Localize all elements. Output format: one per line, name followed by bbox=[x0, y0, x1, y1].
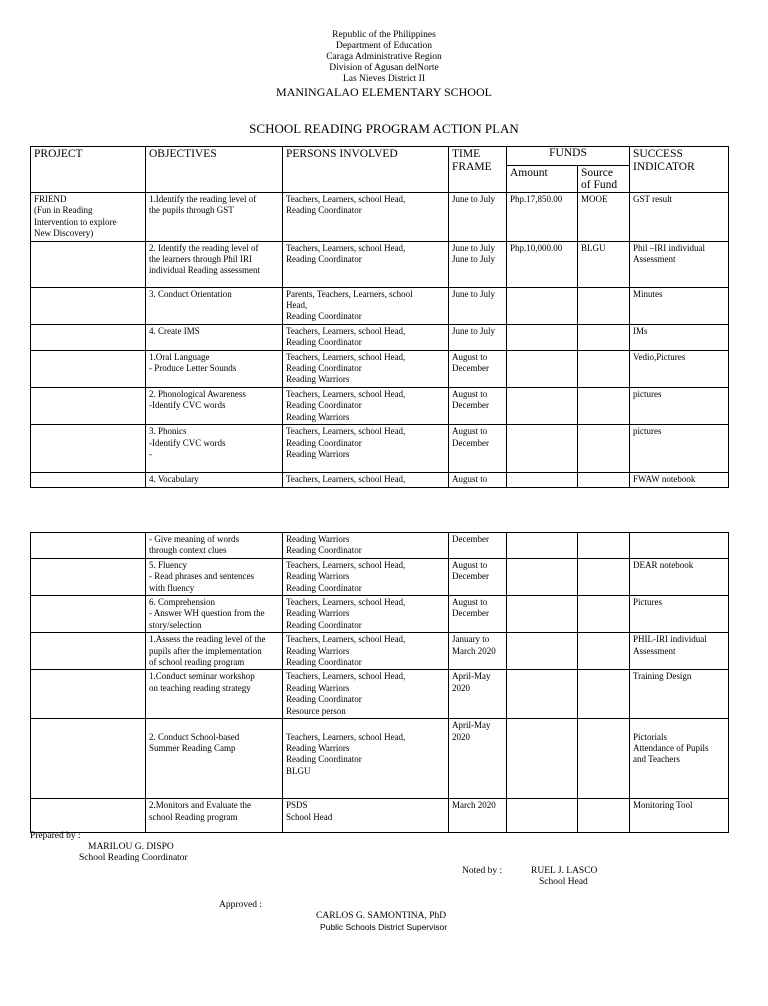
cell-persons: Teachers, Learners, school Head, Reading Warriors Reading Coordinator Resource person bbox=[283, 670, 449, 719]
cell-project bbox=[31, 533, 146, 559]
cell-indicator bbox=[630, 533, 729, 559]
header-objectives: OBJECTIVES bbox=[146, 147, 283, 193]
header-success-indicator: SUCCESS INDICATOR bbox=[630, 147, 729, 193]
table-row bbox=[31, 558, 729, 595]
cell-indicator: Pictorials Attendance of Pupils and Teachers bbox=[630, 719, 729, 799]
cell-source: BLGU bbox=[578, 241, 630, 287]
cell-amount: Php.10,000.00 bbox=[507, 241, 578, 287]
cell-source bbox=[578, 633, 630, 670]
cell-source bbox=[578, 425, 630, 473]
cell-source bbox=[578, 473, 630, 487]
cell-time-frame: April-May 2020 bbox=[449, 670, 507, 719]
cell-persons: Teachers, Learners, school Head, Reading Coordinator bbox=[283, 241, 449, 287]
cell-source bbox=[578, 350, 630, 387]
header-line-2: Department of Education bbox=[335, 41, 433, 51]
cell-persons: Teachers, Learners, school Head, Reading Warriors Reading Coordinator bbox=[283, 558, 449, 595]
cell-objective: 2.Monitors and Evaluate the school Reading program bbox=[146, 799, 283, 833]
table-row bbox=[31, 473, 729, 487]
cell-amount bbox=[507, 633, 578, 670]
cell-persons: Teachers, Learners, school Head, bbox=[283, 473, 449, 487]
cell-objective: 3. Phonics -Identify CVC words - bbox=[146, 425, 283, 473]
cell-objective: 3. Conduct Orientation bbox=[146, 287, 283, 324]
cell-project bbox=[31, 799, 146, 833]
header-source-of-fund: Source of Fund bbox=[578, 166, 630, 193]
cell-amount bbox=[507, 425, 578, 473]
cell-amount bbox=[507, 350, 578, 387]
letterhead bbox=[0, 30, 768, 99]
cell-objective: 1.Assess the reading level of the pupils after the implementation of school reading program bbox=[146, 633, 283, 670]
cell-objective: 1.Conduct seminar workshop on teaching reading strategy bbox=[146, 670, 283, 719]
cell-indicator: GST result bbox=[630, 193, 729, 242]
cell-persons: Teachers, Learners, school Head, Reading Warriors Reading Coordinator BLGU bbox=[283, 719, 449, 799]
cell-time-frame: March 2020 bbox=[449, 799, 507, 833]
cell-objective: 2. Phonological Awareness -Identify CVC words bbox=[146, 387, 283, 424]
table-row bbox=[31, 425, 729, 473]
school-name: MANINGALAO ELEMENTARY SCHOOL bbox=[276, 85, 492, 99]
cell-objective: 4. Vocabulary bbox=[146, 473, 283, 487]
cell-time-frame: August to December bbox=[449, 558, 507, 595]
cell-indicator: Monitoring Tool bbox=[630, 799, 729, 833]
cell-project bbox=[31, 287, 146, 324]
table-row bbox=[31, 533, 729, 559]
prepared-by-label: Prepared by : bbox=[30, 831, 81, 841]
cell-project bbox=[31, 670, 146, 719]
cell-amount bbox=[507, 719, 578, 799]
noted-by-name: RUEL J. LASCO bbox=[531, 866, 598, 876]
approved-label: Approved : bbox=[219, 900, 263, 910]
prepared-by-name: MARILOU G. DISPO bbox=[88, 842, 174, 852]
cell-source bbox=[578, 287, 630, 324]
cell-objective: 4. Create IMS bbox=[146, 324, 283, 350]
cell-amount bbox=[507, 287, 578, 324]
header-line-4: Division of Agusan delNorte bbox=[329, 63, 439, 73]
cell-amount bbox=[507, 670, 578, 719]
cell-source bbox=[578, 719, 630, 799]
table-row bbox=[31, 241, 729, 287]
noted-by-title: School Head bbox=[539, 877, 588, 887]
header-persons-involved: PERSONS INVOLVED bbox=[283, 147, 449, 193]
cell-persons: Teachers, Learners, school Head, Reading Coordinator bbox=[283, 324, 449, 350]
header-amount: Amount bbox=[507, 166, 578, 193]
cell-time-frame: June to July bbox=[449, 324, 507, 350]
cell-objective: - Give meaning of words through context clues bbox=[146, 533, 283, 559]
cell-time-frame: April-May 2020 bbox=[449, 719, 507, 799]
cell-project bbox=[31, 596, 146, 633]
action-plan-table-page2 bbox=[30, 532, 729, 833]
table-row bbox=[31, 324, 729, 350]
cell-amount bbox=[507, 799, 578, 833]
cell-indicator: pictures bbox=[630, 387, 729, 424]
cell-indicator: Vedio,Pictures bbox=[630, 350, 729, 387]
cell-indicator: pictures bbox=[630, 425, 729, 473]
header-funds: FUNDS bbox=[507, 147, 630, 166]
cell-source bbox=[578, 596, 630, 633]
cell-persons: Reading Warriors Reading Coordinator bbox=[283, 533, 449, 559]
cell-indicator: DEAR notebook bbox=[630, 558, 729, 595]
table-row bbox=[31, 719, 729, 799]
cell-amount: Php.17,850.00 bbox=[507, 193, 578, 242]
table-row bbox=[31, 387, 729, 424]
cell-source bbox=[578, 324, 630, 350]
cell-amount bbox=[507, 324, 578, 350]
action-plan-table-page1 bbox=[30, 146, 729, 488]
cell-indicator: Phil –IRI individual Assessment bbox=[630, 241, 729, 287]
approved-name: CARLOS G. SAMONTINA, PhD bbox=[316, 911, 447, 921]
cell-time-frame: August to December bbox=[449, 425, 507, 473]
cell-source bbox=[578, 387, 630, 424]
cell-objective: 1.Oral Language - Produce Letter Sounds bbox=[146, 350, 283, 387]
cell-source bbox=[578, 799, 630, 833]
table-row bbox=[31, 633, 729, 670]
cell-project bbox=[31, 719, 146, 799]
cell-time-frame: August to December bbox=[449, 350, 507, 387]
cell-objective: 2. Conduct School-based Summer Reading Camp bbox=[146, 719, 283, 799]
cell-amount bbox=[507, 596, 578, 633]
cell-source bbox=[578, 558, 630, 595]
cell-source bbox=[578, 670, 630, 719]
table-body-page1 bbox=[31, 193, 729, 488]
cell-time-frame: June to July June to July bbox=[449, 241, 507, 287]
cell-project bbox=[31, 324, 146, 350]
header-line-1: Republic of the Philippines bbox=[332, 30, 436, 40]
cell-indicator: PHIL-IRI individual Assessment bbox=[630, 633, 729, 670]
cell-persons: Teachers, Learners, school Head, Reading Coordinator Reading Warriors bbox=[283, 425, 449, 473]
noted-by-label: Noted by : bbox=[462, 866, 503, 876]
cell-time-frame: December bbox=[449, 533, 507, 559]
cell-time-frame: August to December bbox=[449, 387, 507, 424]
cell-project bbox=[31, 558, 146, 595]
cell-objective: 2. Identify the reading level of the learners through Phil IRI individual Reading assessment bbox=[146, 241, 283, 287]
cell-persons: Teachers, Learners, school Head, Reading Coordinator Reading Warriors bbox=[283, 387, 449, 424]
cell-persons: Teachers, Learners, school Head, Reading Warriors Reading Coordinator bbox=[283, 596, 449, 633]
cell-amount bbox=[507, 473, 578, 487]
cell-indicator: Training Design bbox=[630, 670, 729, 719]
table-row bbox=[31, 799, 729, 833]
table-row bbox=[31, 670, 729, 719]
cell-project bbox=[31, 387, 146, 424]
cell-time-frame: January to March 2020 bbox=[449, 633, 507, 670]
cell-objective: 5. Fluency - Read phrases and sentences with fluency bbox=[146, 558, 283, 595]
cell-project: FRIEND (Fun in Reading Intervention to explore New Discovery) bbox=[31, 193, 146, 242]
cell-source bbox=[578, 533, 630, 559]
approved-title: Public Schools District Supervisor bbox=[320, 922, 448, 932]
cell-source: MOOE bbox=[578, 193, 630, 242]
table-row bbox=[31, 287, 729, 324]
table-body-page2 bbox=[31, 533, 729, 833]
cell-persons: Teachers, Learners, school Head, Reading Coordinator Reading Warriors bbox=[283, 350, 449, 387]
cell-indicator: IMs bbox=[630, 324, 729, 350]
header-line-5: Las Nieves District II bbox=[342, 74, 426, 84]
cell-time-frame: June to July bbox=[449, 287, 507, 324]
page-title: SCHOOL READING PROGRAM ACTION PLAN bbox=[249, 121, 519, 136]
cell-objective: 1.Identify the reading level of the pupils through GST bbox=[146, 193, 283, 242]
cell-persons: Teachers, Learners, school Head, Reading Warriors Reading Coordinator bbox=[283, 633, 449, 670]
cell-project bbox=[31, 241, 146, 287]
cell-time-frame: August to bbox=[449, 473, 507, 487]
cell-project bbox=[31, 350, 146, 387]
cell-project bbox=[31, 473, 146, 487]
cell-time-frame: August to December bbox=[449, 596, 507, 633]
table-row bbox=[31, 350, 729, 387]
cell-indicator: FWAW notebook bbox=[630, 473, 729, 487]
cell-indicator: Pictures bbox=[630, 596, 729, 633]
prepared-by-title: School Reading Coordinator bbox=[79, 853, 188, 863]
cell-persons: PSDS School Head bbox=[283, 799, 449, 833]
cell-amount bbox=[507, 387, 578, 424]
cell-indicator: Minutes bbox=[630, 287, 729, 324]
cell-amount bbox=[507, 558, 578, 595]
header-project: PROJECT bbox=[31, 147, 146, 193]
table-row bbox=[31, 596, 729, 633]
table-row bbox=[31, 193, 729, 242]
cell-project bbox=[31, 633, 146, 670]
cell-time-frame: June to July bbox=[449, 193, 507, 242]
cell-objective: 6. Comprehension - Answer WH question from the story/selection bbox=[146, 596, 283, 633]
cell-persons: Teachers, Learners, school Head, Reading Coordinator bbox=[283, 193, 449, 242]
header-time-frame: TIME FRAME bbox=[449, 147, 507, 193]
cell-project bbox=[31, 425, 146, 473]
header-line-3: Caraga Administrative Region bbox=[326, 52, 442, 62]
cell-persons: Parents, Teachers, Learners, school Head, Reading Coordinator bbox=[283, 287, 449, 324]
cell-amount bbox=[507, 533, 578, 559]
